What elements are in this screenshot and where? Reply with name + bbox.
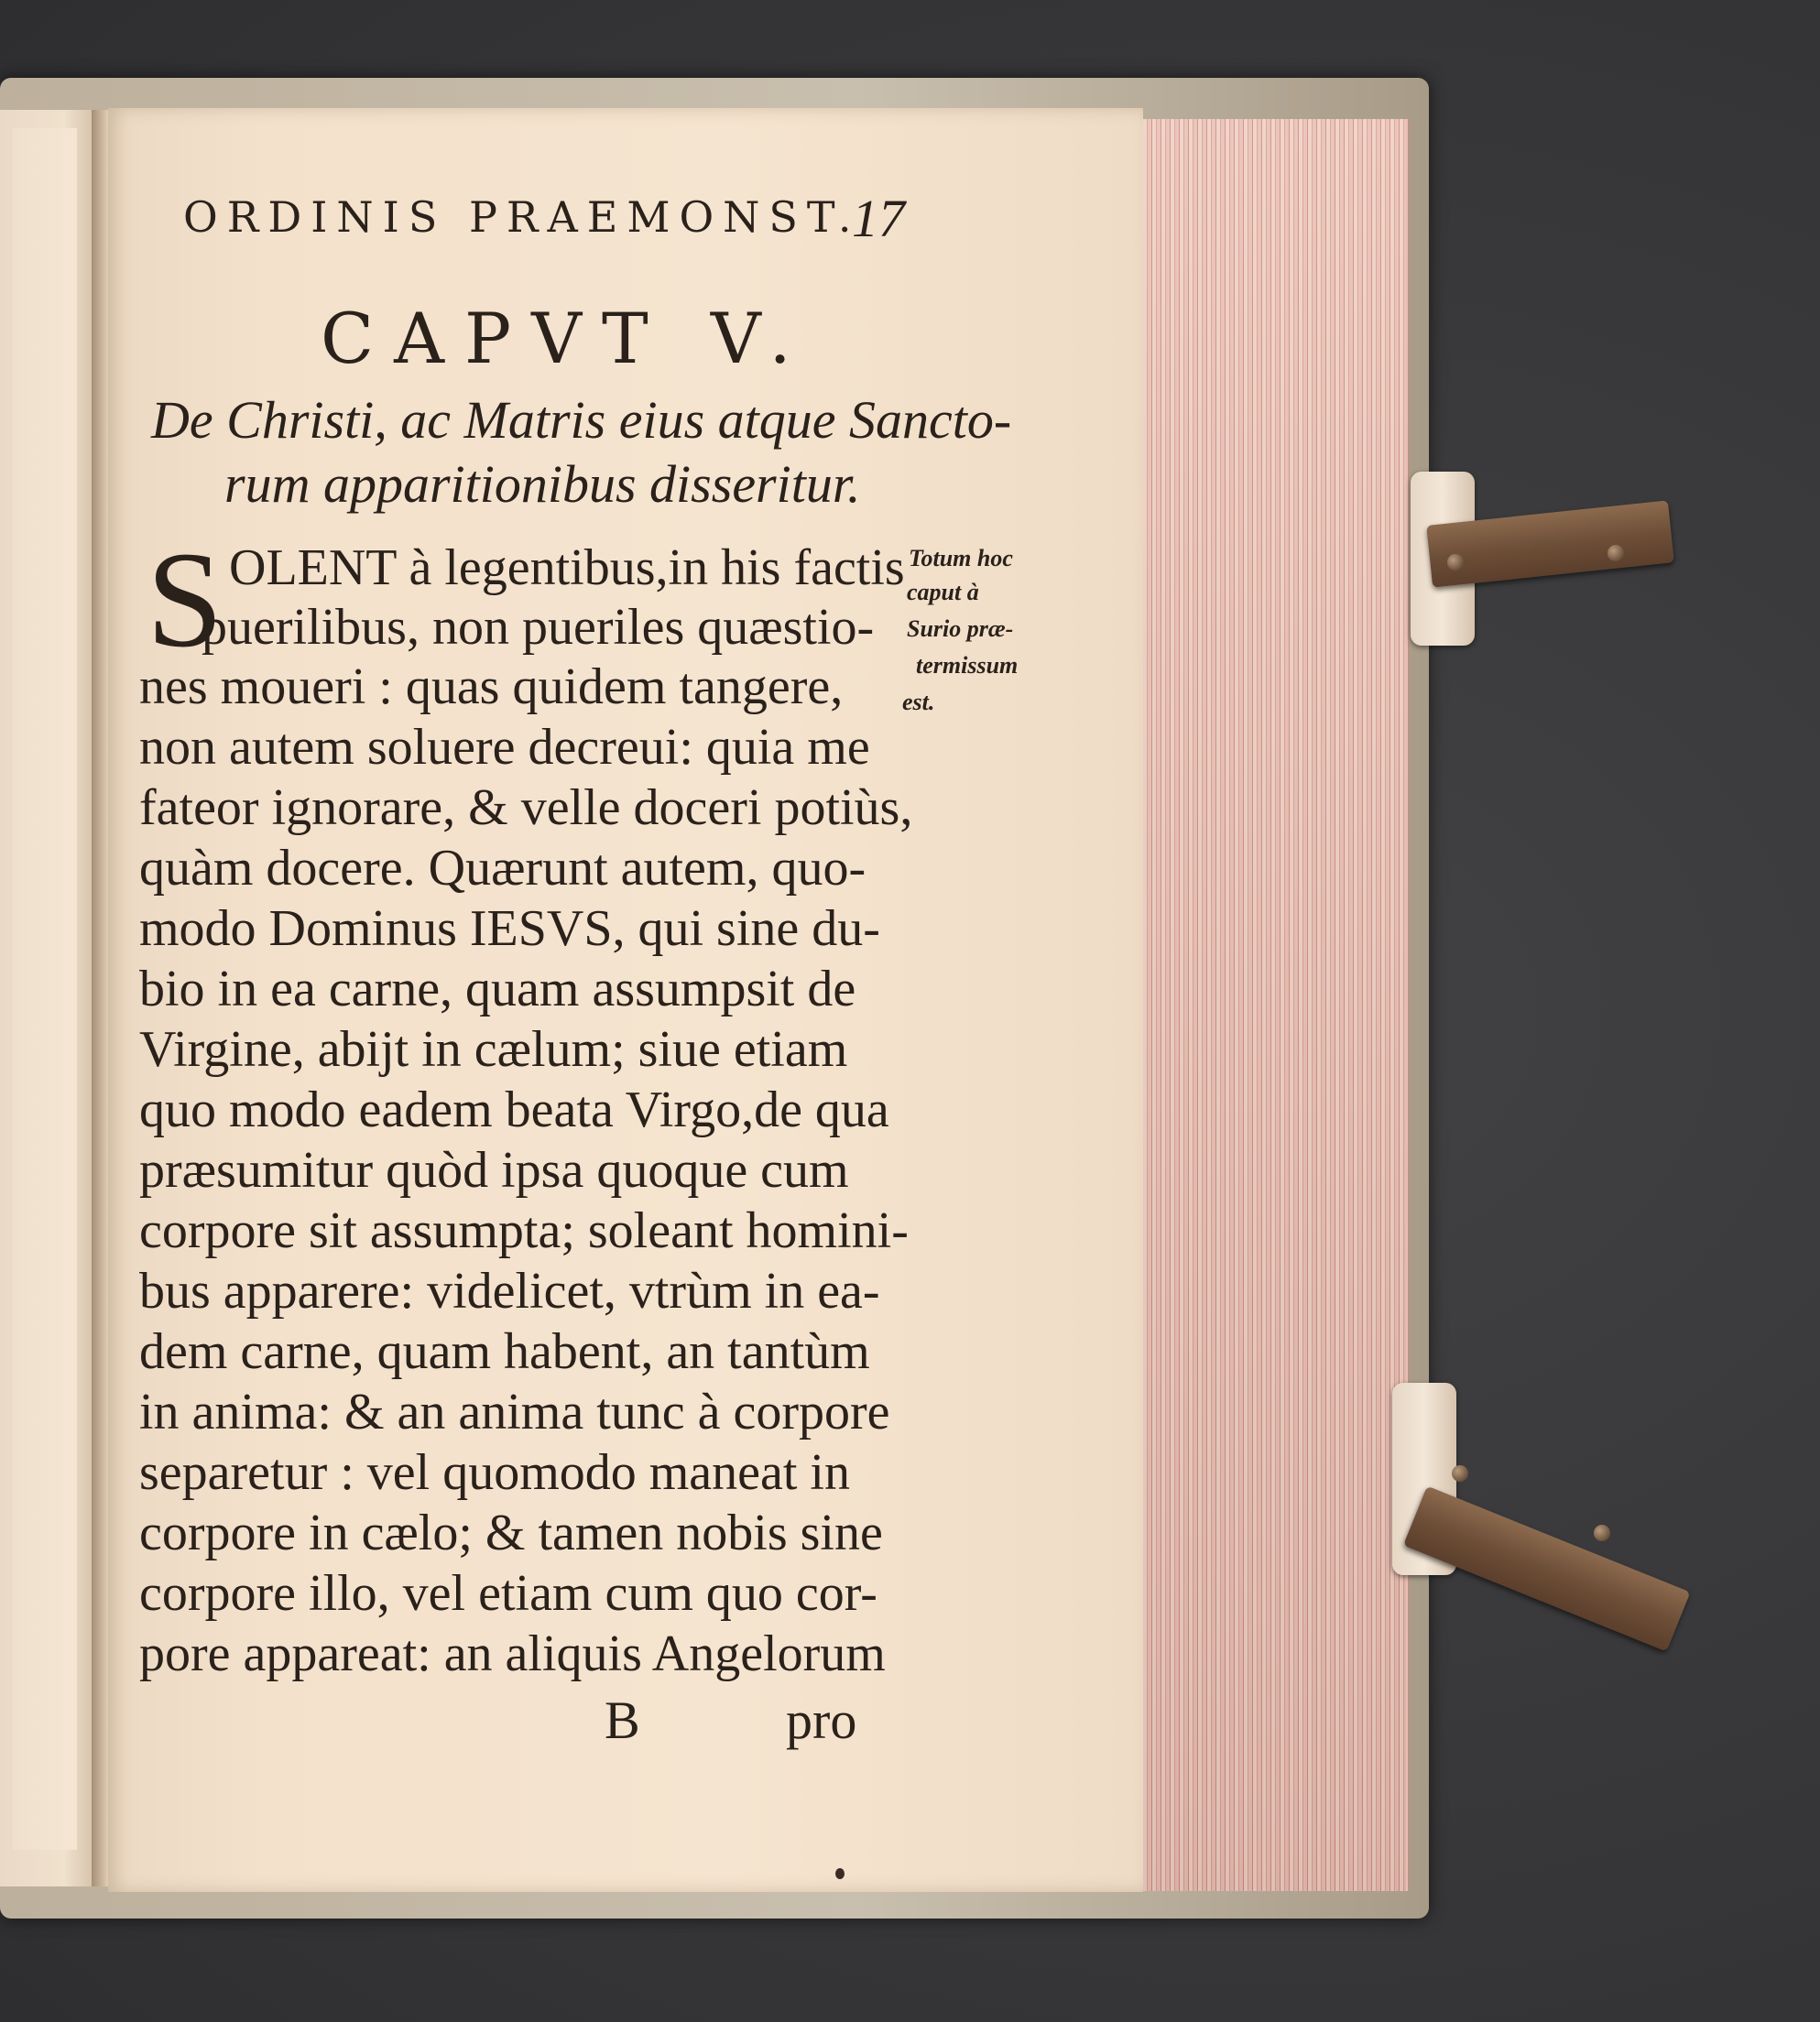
ink-spot xyxy=(835,1868,845,1879)
body-line: bus apparere: videlicet, vtrùm in ea- xyxy=(139,1263,880,1320)
body-line: pore appareat: an aliquis Angelorum xyxy=(139,1625,886,1682)
body-line: separetur : vel quomodo maneat in xyxy=(139,1444,850,1501)
body-line: puerilibus, non pueriles quæstio- xyxy=(202,599,875,656)
lower-clasp-rivet xyxy=(1452,1465,1468,1482)
body-line: non autem soluere decreui: quia me xyxy=(139,719,870,776)
lower-clasp-rivet xyxy=(1594,1525,1610,1541)
body-line: corpore sit assumpta; soleant homini- xyxy=(139,1202,909,1259)
page-number: 17 xyxy=(852,189,905,248)
signature-mark: B xyxy=(605,1690,640,1750)
body-line: nes moueri : quas quidem tangere, xyxy=(139,658,844,715)
body-line: bio in ea carne, quam assumpsit de xyxy=(139,961,856,1017)
left-page-surface xyxy=(13,128,77,1850)
margin-note-line: termissum xyxy=(916,652,1019,679)
margin-note-line: est. xyxy=(902,689,935,715)
chapter-subtitle-line2: rum apparitionibus disseritur. xyxy=(224,454,861,514)
body-line: quàm docere. Quærunt autem, quo- xyxy=(139,840,866,897)
upper-clasp-rivet xyxy=(1607,545,1624,561)
body-line: Virgine, abijt in cælum; siue etiam xyxy=(139,1021,848,1078)
body-line: dem carne, quam habent, an tantùm xyxy=(139,1323,870,1380)
margin-note-line: Totum hoc xyxy=(909,545,1013,571)
chapter-title: CAPVT V. xyxy=(321,298,812,379)
margin-note-line: caput à xyxy=(907,579,979,605)
body-line: OLENT à legentibus,in his factis xyxy=(229,539,905,596)
body-line: fateor ignorare, & velle doceri potiùs, xyxy=(139,779,913,836)
body-line: quo modo eadem beata Virgo,de qua xyxy=(139,1082,889,1138)
drop-cap: S xyxy=(147,524,223,676)
body-line: in anima: & an anima tunc à corpore xyxy=(139,1384,890,1440)
book-gutter xyxy=(92,110,110,1886)
catchword: pro xyxy=(786,1690,857,1750)
body-line: præsumitur quòd ipsa quoque cum xyxy=(139,1142,849,1199)
body-line: corpore in cælo; & tamen nobis sine xyxy=(139,1505,883,1561)
margin-note-line: Surio præ- xyxy=(907,615,1014,642)
chapter-subtitle-line1: De Christi, ac Matris eius atque Sancto- xyxy=(151,390,1012,450)
body-line: corpore illo, vel etiam cum quo cor- xyxy=(139,1565,877,1622)
running-head: ORDINIS PRAEMONST. xyxy=(183,192,861,242)
fore-edge-shade xyxy=(1136,119,1406,1891)
left-page xyxy=(0,110,93,1886)
upper-clasp-rivet xyxy=(1447,554,1464,571)
body-line: modo Dominus IESVS, qui sine du- xyxy=(139,900,880,957)
